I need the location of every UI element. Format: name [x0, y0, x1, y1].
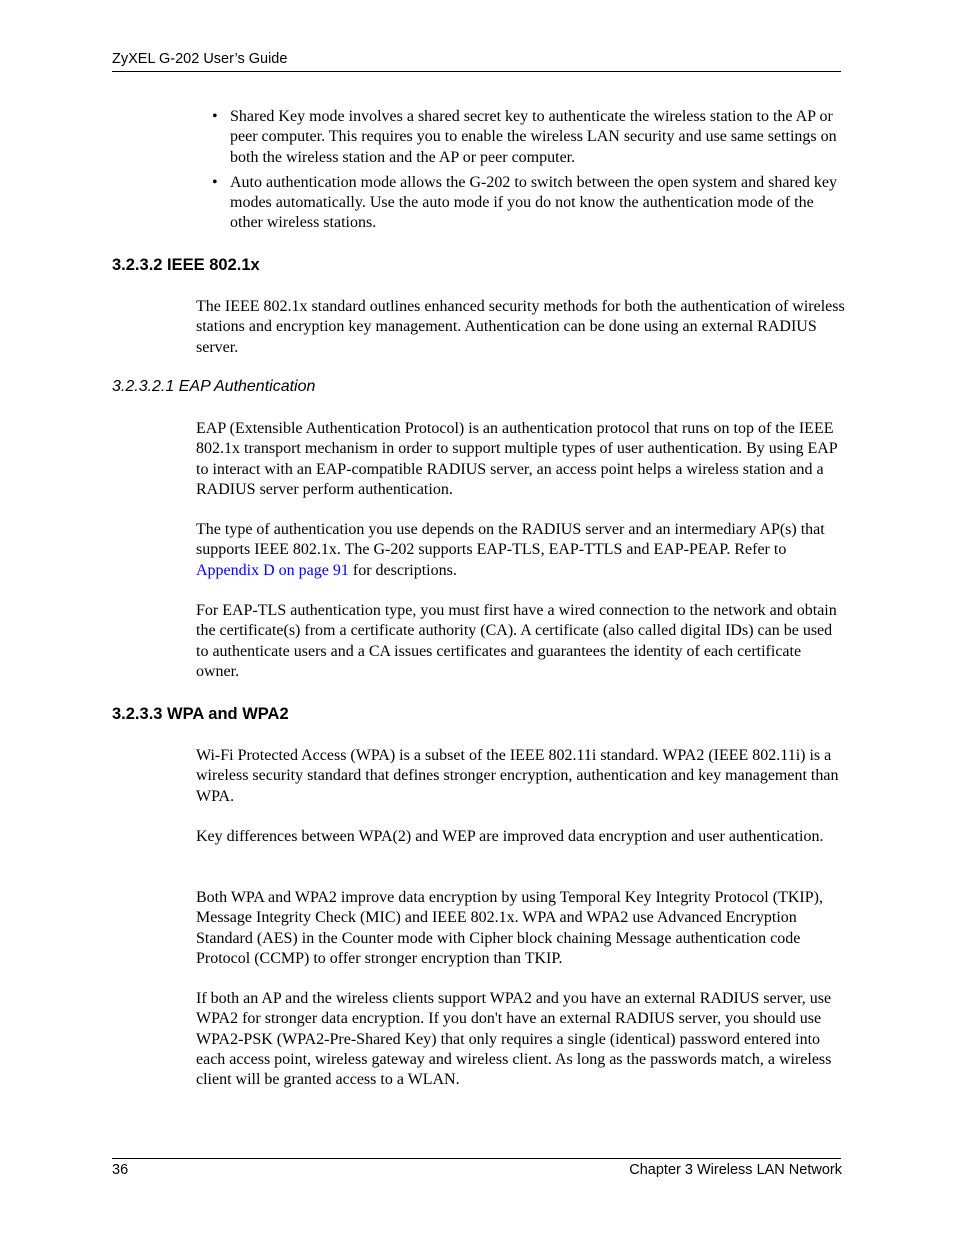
bullet-text: Auto authentication mode allows the G-202 to switch between the open system and shared key modes automatically. Use the auto mode if you do not know the authentication mode of the other wireless stations. — [230, 173, 837, 232]
paragraph: For EAP-TLS authentication type, you must first have a wired connection to the network and obtain the certificate(s) from a certificate authority (CA). A certificate (also called digital IDs) can be used to authenticate users and a CA issues certificates and guarantees the identity of each certificate owner. — [196, 602, 837, 680]
bullet-text: Shared Key mode involves a shared secret key to authenticate the wireless station to the AP or peer computer. This requires you to enable the wireless LAN security and use same settings on both the wireless station and the AP or peer computer. — [230, 108, 837, 166]
paragraph: If both an AP and the wireless clients support WPA2 and you have an external RADIUS server, use WPA2 for stronger data encryption. If you don't have an external RADIUS server, you should use WPA2-PSK (WPA2-Pre-Shared Key) that only requires a single (identical) password entered into each access point, wireless gateway and wireless client. As long as the passwords match, a wireless client will be granted access to a WLAN. — [196, 990, 832, 1089]
paragraph: Both WPA and WPA2 improve data encryption by using Temporal Key Integrity Protocol (TKIP), Message Integrity Check (MIC) and IEEE 802.1x. WPA and WPA2 use Advanced Encryption Standard (AES) in the Counter mode with Cipher block chaining Message authentication code Protocol (CCMP) to offer stronger encryption than TKIP. — [196, 889, 823, 967]
footer-rule — [112, 1158, 841, 1159]
paragraph: The IEEE 802.1x standard outlines enhanced security methods for both the authentication of wireless stations and encryption key management. Authentication can be done using an external RADIUS server. — [196, 298, 845, 356]
bullet-icon: • — [212, 108, 218, 125]
bullet-list — [196, 107, 846, 239]
page-number: 36 — [112, 1162, 129, 1178]
header-rule — [112, 71, 841, 72]
section-heading-wpa: 3.2.3.3 WPA and WPA2 — [112, 705, 289, 723]
section-heading-ieee: 3.2.3.2 IEEE 802.1x — [112, 256, 260, 274]
paragraph — [196, 520, 846, 581]
footer-chapter: Chapter 3 Wireless LAN Network — [629, 1162, 842, 1178]
paragraph: Wi-Fi Protected Access (WPA) is a subset of the IEEE 802.11i standard. WPA2 (IEEE 802.11i) is a wireless security standard that defines stronger encryption, authentication and key management than WPA. — [196, 747, 839, 805]
list-item — [196, 107, 846, 168]
paragraph: Key differences between WPA(2) and WEP are improved data encryption and user authentication. — [196, 828, 824, 845]
running-header: ZyXEL G-202 User’s Guide — [112, 51, 288, 67]
paragraph-text: for descriptions. — [348, 561, 457, 579]
appendix-d-link[interactable]: Appendix D on page 91 — [196, 561, 349, 579]
list-item — [196, 173, 846, 234]
paragraph: EAP (Extensible Authentication Protocol) is an authentication protocol that runs on top of the IEEE 802.1x transport mechanism in order to support multiple types of user authentication. By using EAP to interact with an EAP-compatible RADIUS server, an access point helps a wireless station and a RADIUS server perform authentication. — [196, 420, 838, 498]
bullet-icon: • — [212, 173, 218, 191]
paragraph-text: The type of authentication you use depends on the RADIUS server and an intermediary AP(s) that supports IEEE 802.1x. The G-202 supports EAP-TLS, EAP-TTLS and EAP-PEAP. Refer to — [196, 521, 825, 559]
section-heading-eap: 3.2.3.2.1 EAP Authentication — [112, 378, 316, 395]
